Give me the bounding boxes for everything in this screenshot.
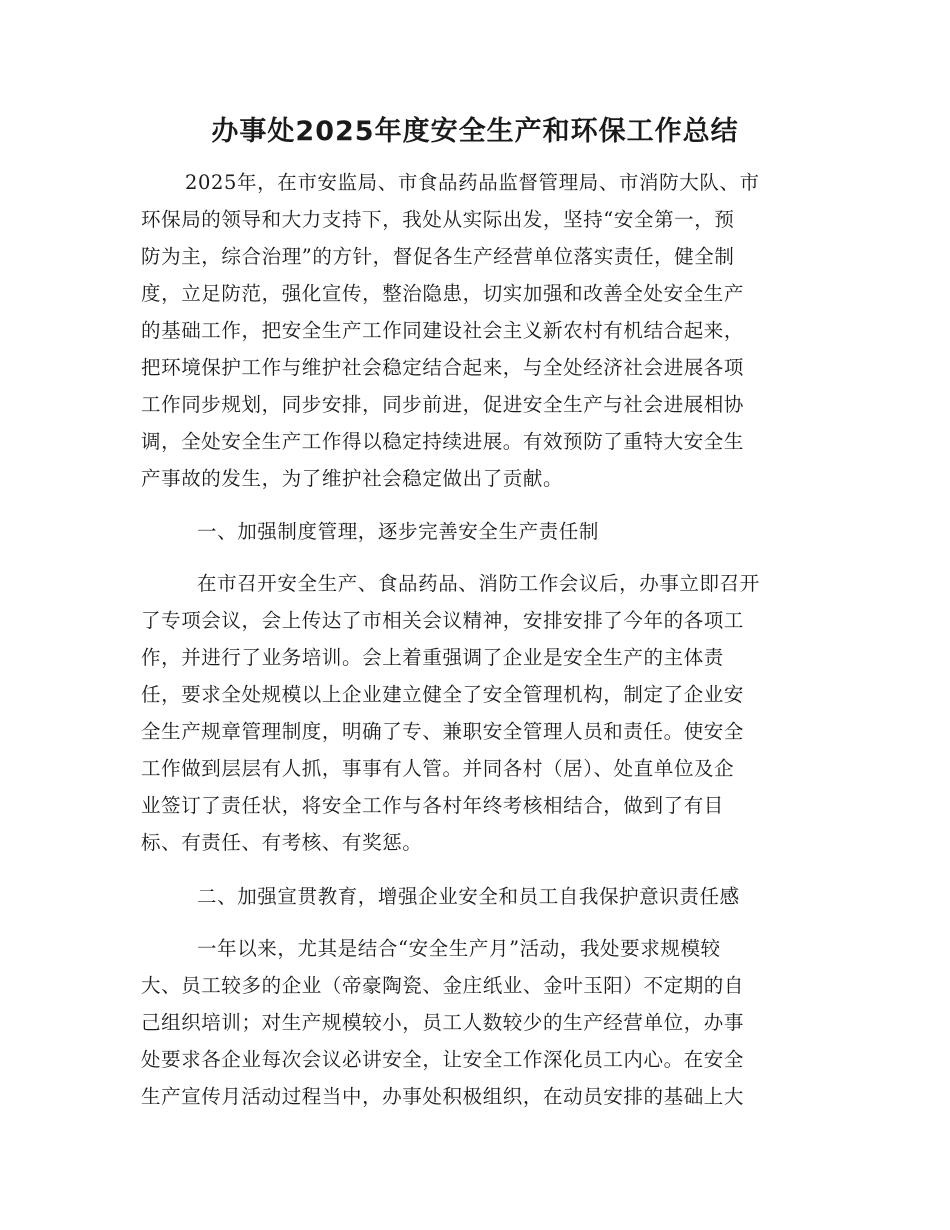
body-line: 大、员工较多的企业（帝豪陶瓷、金庄纸业、金叶玉阳）不定期的自	[141, 974, 745, 997]
body-line: 工作做到层层有人抓，事事有人管。并同各村（居）、处直单位及企	[141, 757, 735, 780]
body-line: 生产宣传月活动过程当中，办事处积极组织，在动员安排的基础上大	[141, 1085, 745, 1108]
body-line: 作，并进行了业务培训。会上着重强调了企业是安全生产的主体责	[141, 646, 724, 669]
body-line: 把环境保护工作与维护社会稳定结合起来，与全处经济社会进展各项	[141, 356, 745, 379]
body-line: 的基础工作，把安全生产工作同建设社会主义新农村有机结合起来，	[141, 319, 745, 342]
document-title: 办事处2025年度安全生产和环保工作总结	[211, 116, 739, 147]
section-heading: 一、加强制度管理，逐步完善安全生产责任制	[197, 520, 600, 543]
body-line: 处要求各企业每次会议必讲安全，让安全工作深化员工内心。在安全	[141, 1048, 745, 1071]
body-line: 任，要求全处规模以上企业建立健全了安全管理机构，制定了企业安	[141, 683, 745, 706]
body-line: 环保局的领导和大力支持下，我处从实际出发，坚持“安全第一，预	[141, 208, 735, 231]
body-line: 了专项会议，会上传达了市相关会议精神，安排安排了今年的各项工	[141, 609, 745, 632]
body-line: 业签订了责任状，将安全工作与各村年终考核相结合，做到了有目	[141, 794, 724, 817]
body-line: 防为主，综合治理”的方针，督促各生产经营单位落实责任，健全制	[141, 245, 735, 268]
body-line: 工作同步规划，同步安排，同步前进，促进安全生产与社会进展相协	[141, 393, 745, 416]
body-line: 2025年，在市安监局、市食品药品监督管理局、市消防大队、市	[185, 171, 760, 194]
body-line: 己组织培训；对生产规模较小，员工人数较少的生产经营单位，办事	[141, 1011, 745, 1034]
body-line: 全生产规章管理制度，明确了专、兼职安全管理人员和责任。使安全	[141, 720, 745, 743]
body-line: 标、有责任、有考核、有奖惩。	[141, 831, 423, 854]
body-line: 产事故的发生，为了维护社会稳定做出了贡献。	[141, 467, 564, 490]
body-line: 在市召开安全生产、食品药品、消防工作会议后，办事立即召开	[197, 572, 760, 595]
body-line: 一年以来，尤其是结合“安全生产月”活动，我处要求规模较	[197, 937, 721, 960]
body-line: 度，立足防范，强化宣传，整治隐患，切实加强和改善全处安全生产	[141, 282, 745, 305]
body-line: 调，全处安全生产工作得以稳定持续进展。有效预防了重特大安全生	[141, 430, 745, 453]
section-heading: 二、加强宣贯教育，增强企业安全和员工自我保护意识责任感	[197, 885, 740, 908]
